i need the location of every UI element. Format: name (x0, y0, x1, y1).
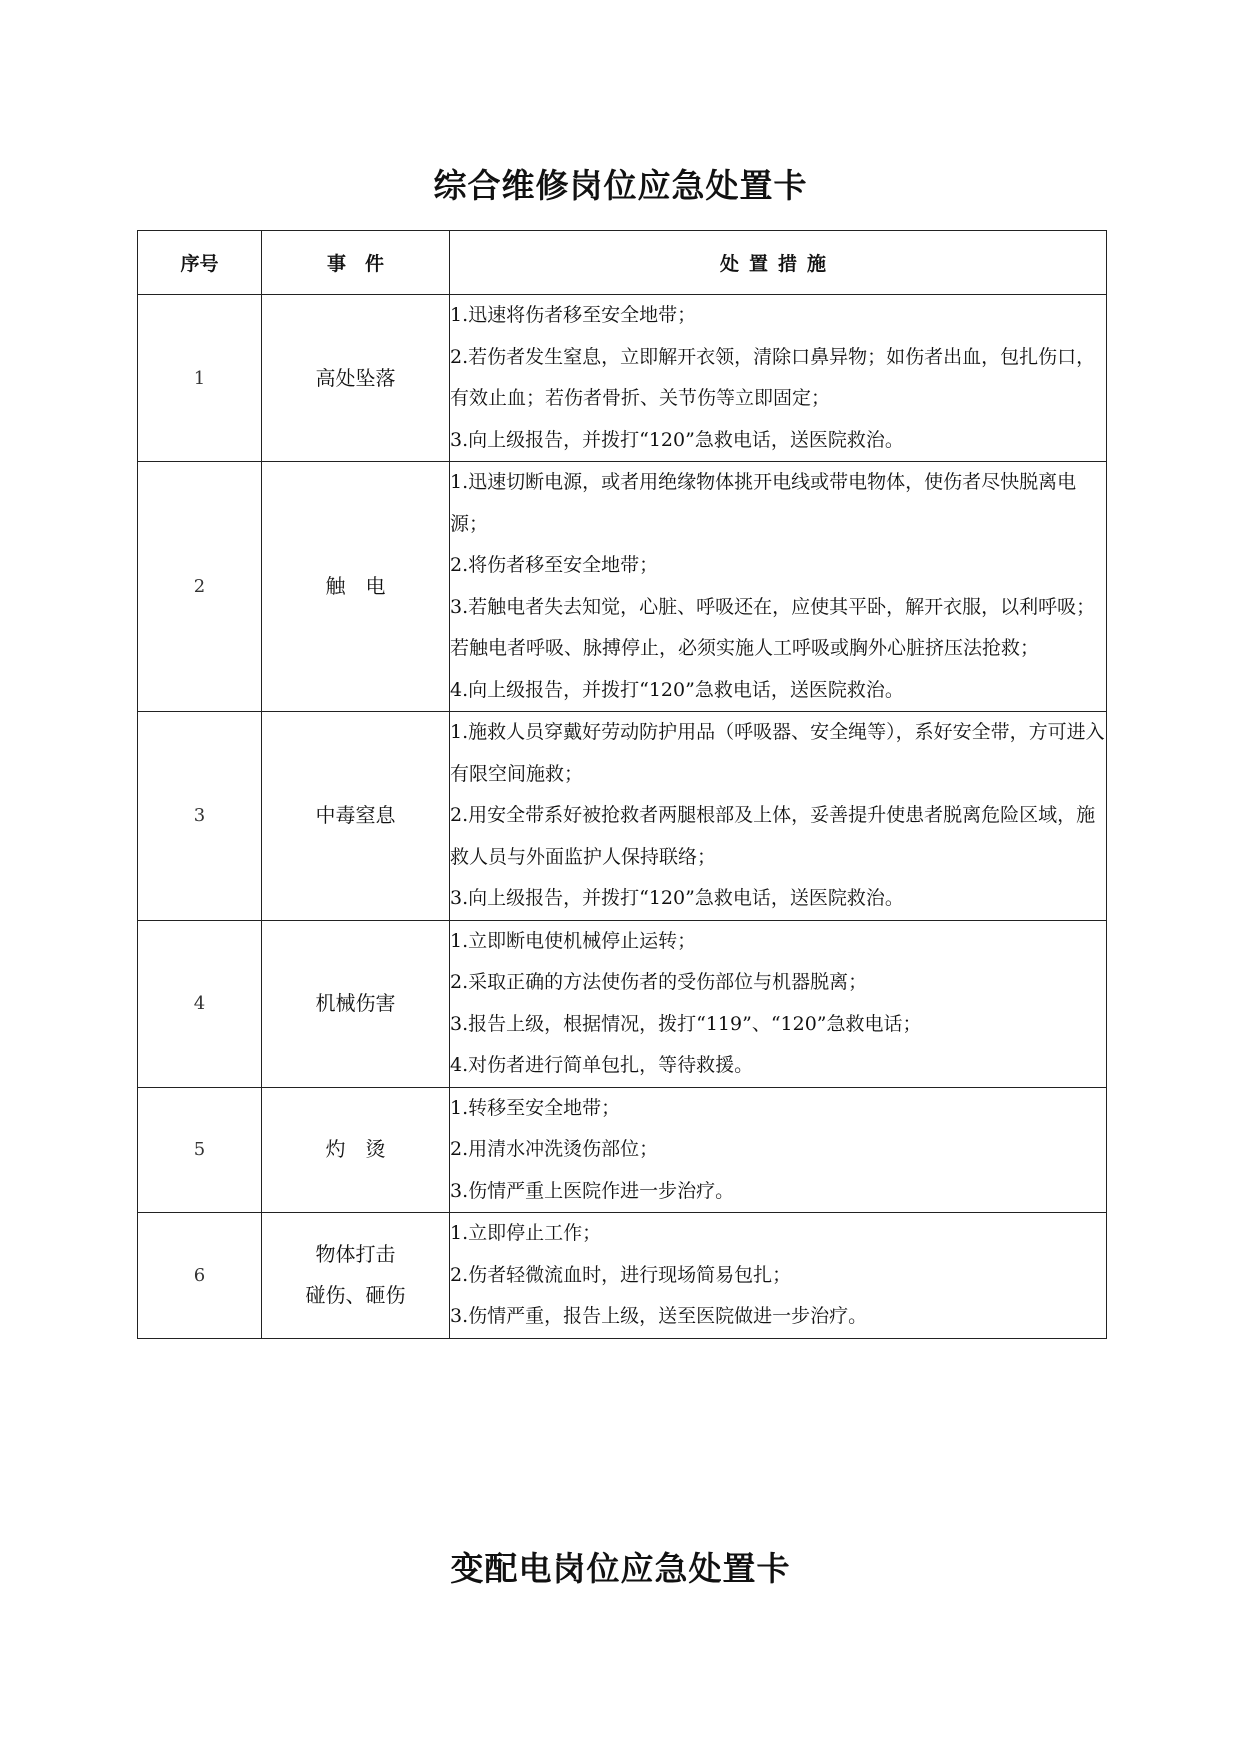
row-event (262, 920, 450, 1087)
measure-item: 2.将伤者移至安全地带； (450, 554, 659, 576)
measure-item: 3.伤情严重，报告上级，送至医院做进一步治疗。 (450, 1305, 868, 1327)
row-seq: 4 (138, 920, 262, 1087)
table-row (138, 712, 1107, 921)
event-name: 高处坠落 (315, 365, 396, 390)
measure-item: 3.伤情严重上医院作进一步治疗。 (450, 1179, 735, 1202)
row-event (262, 712, 450, 921)
row-measures (450, 1213, 1107, 1339)
measure-item: 2.伤者轻微流血时，进行现场简易包扎； (450, 1263, 792, 1286)
measure-item: 2.用清水冲洗烫伤部位； (450, 1138, 659, 1160)
row-seq: 2 (138, 462, 262, 712)
event-name: 灼 烫 (325, 1137, 386, 1162)
measure-item: 1.立即断电使机械停止运转； (450, 929, 697, 952)
measure-item: 2.采取正确的方法使伤者的受伤部位与机器脱离； (450, 971, 868, 993)
table-row (138, 920, 1107, 1087)
header-event: 事 件 (262, 231, 450, 295)
row-seq: 3 (138, 712, 262, 921)
table-row (138, 462, 1107, 712)
card-title-comprehensive-maintenance: 综合维修岗位应急处置卡 (433, 166, 808, 205)
measure-item: 4.对伤者进行简单包扎，等待救援。 (450, 1054, 754, 1076)
measure-item: 4.向上级报告，并拨打“120”急救电话，送医院救治。 (450, 678, 904, 701)
measure-item: 2.若伤者发生窒息，立即解开衣领，清除口鼻异物；如伤者出血，包扎伤口，有效止血；若伤者骨折、关节伤等立即固定； (450, 345, 1096, 409)
table-row (138, 1087, 1107, 1213)
row-seq: 5 (138, 1087, 262, 1213)
header-seq: 序号 (138, 231, 262, 295)
measure-item: 1.立即停止工作； (450, 1222, 602, 1244)
header-measures: 处置措施 (450, 231, 1107, 295)
measure-item: 2.用安全带系好被抢救者两腿根部及上体，妥善提升使患者脱离危险区域，施救人员与外面监护人保持联络； (450, 804, 1096, 868)
card-title-substation: 变配电岗位应急处置卡 (450, 1549, 791, 1588)
row-measures (450, 462, 1107, 712)
row-event (262, 1087, 450, 1213)
event-name: 中毒窒息 (315, 803, 396, 828)
row-event (262, 295, 450, 462)
measure-item: 1.转移至安全地带； (450, 1096, 621, 1119)
table-row (138, 295, 1107, 462)
measure-item: 1.迅速切断电源，或者用绝缘物体挑开电线或带电物体，使伤者尽快脱离电源； (450, 471, 1077, 535)
table-body (138, 295, 1107, 1339)
event-name: 触 电 (325, 574, 386, 598)
measure-item: 3.向上级报告，并拨打“120”急救电话，送医院救治。 (450, 887, 904, 909)
row-measures (450, 295, 1107, 462)
measure-item: 1.施救人员穿戴好劳动防护用品（呼吸器、安全绳等），系好安全带，方可进入有限空间施救； (450, 721, 1105, 785)
emergency-card-table (137, 230, 1107, 1339)
measure-item: 3.向上级报告，并拨打“120”急救电话，送医院救治。 (450, 428, 904, 451)
row-measures (450, 920, 1107, 1087)
event-name: 物体打击 (315, 1242, 396, 1267)
row-measures (450, 1087, 1107, 1213)
measure-item: 3.若触电者失去知觉，心脏、呼吸还在，应使其平卧，解开衣服，以利呼吸；若触电者呼吸、脉搏停止，必须实施人工呼吸或胸外心脏挤压法抢救； (450, 595, 1096, 659)
table-header-row (138, 231, 1107, 295)
row-event (262, 462, 450, 712)
row-seq: 1 (138, 295, 262, 462)
event-name: 碰伤、砸伤 (305, 1283, 406, 1308)
row-seq: 6 (138, 1213, 262, 1339)
event-name: 机械伤害 (315, 991, 396, 1015)
measure-item: 1.迅速将伤者移至安全地带； (450, 304, 697, 326)
row-event (262, 1213, 450, 1339)
row-measures (450, 712, 1107, 921)
table-row (138, 1213, 1107, 1339)
measure-item: 3.报告上级，根据情况，拨打“119”、“120”急救电话； (450, 1012, 922, 1035)
